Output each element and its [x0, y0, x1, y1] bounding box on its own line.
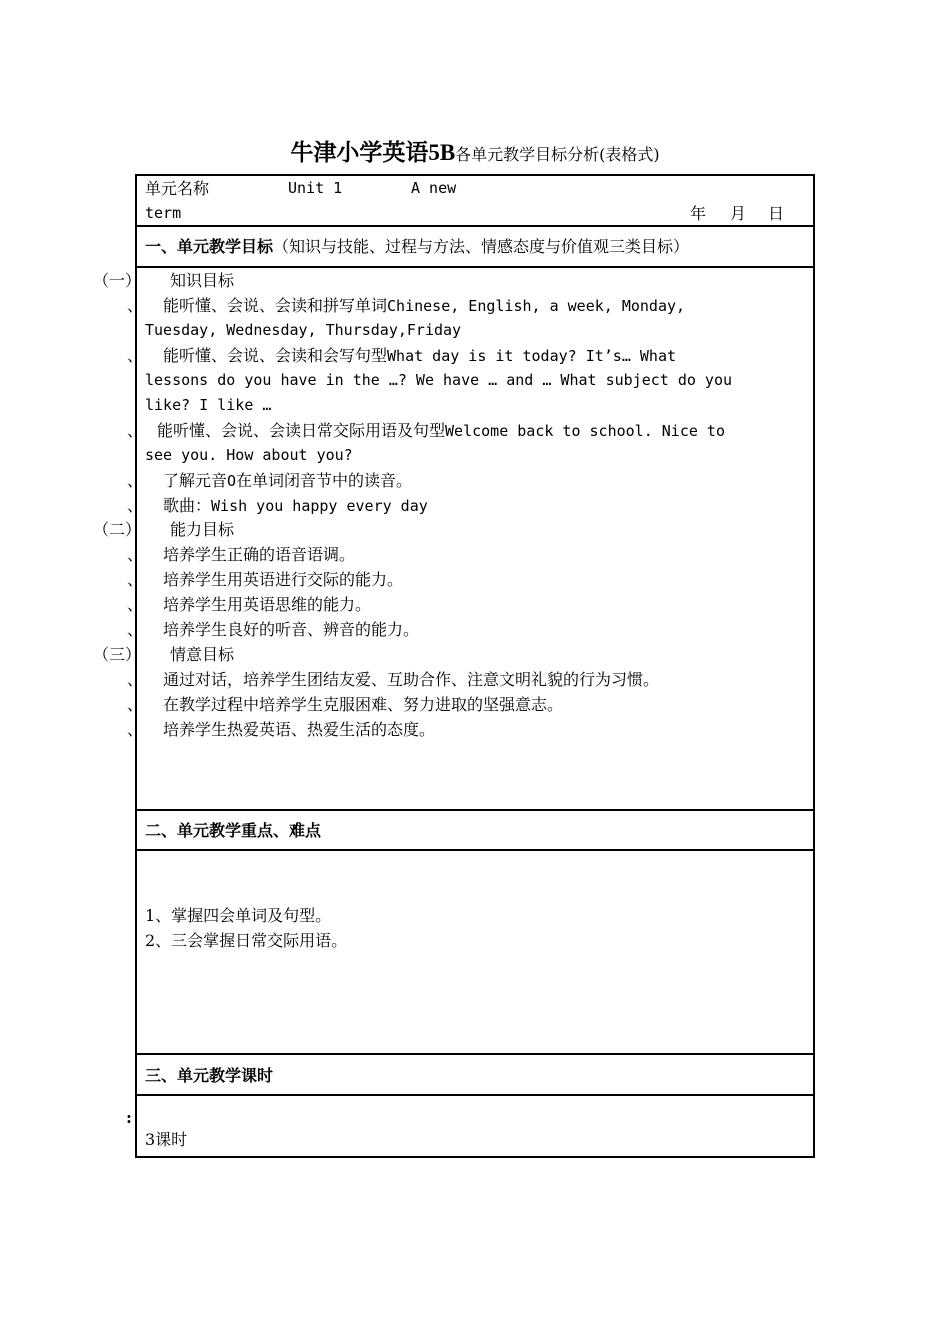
- list-bullet: 、: [127, 471, 144, 490]
- row-divider: [135, 809, 815, 811]
- list-bullet: 、: [127, 545, 144, 564]
- unit-number: Unit 1: [288, 179, 343, 197]
- section1-heading-rest: （知识与技能、过程与方法、情感态度与价值观三类目标）: [273, 237, 690, 256]
- knowledge-marker: （一）: [93, 271, 142, 290]
- title-main: 牛津小学英语5B: [290, 140, 456, 165]
- list-item: 培养学生良好的听音、辨音的能力。: [163, 620, 420, 639]
- list-bullet: 、: [127, 421, 144, 440]
- row-divider: [135, 1053, 815, 1055]
- knowledge-title: 知识目标: [170, 271, 235, 290]
- row-divider: [135, 225, 815, 227]
- emotion-marker: （三）: [93, 645, 142, 664]
- list-bullet: 、: [127, 296, 144, 315]
- list-item: 能听懂、会说、会读日常交际用语及句型Welcome back to school. Nice to: [157, 421, 725, 440]
- list-item-continued: see you. How about you?: [145, 446, 353, 464]
- section3-marker: :: [126, 1108, 132, 1127]
- row-divider: [135, 266, 815, 268]
- date-month: 月: [730, 204, 747, 223]
- emotion-title: 情意目标: [170, 645, 235, 664]
- list-item-continued: lessons do you have in the …? We have … and … What subject do you: [145, 371, 732, 389]
- list-item: 2、三会掌握日常交际用语。: [145, 931, 348, 950]
- section1-heading-bold: 一、单元教学目标: [145, 237, 274, 256]
- ability-title: 能力目标: [170, 520, 235, 539]
- list-item-continued: like? I like …: [145, 396, 272, 414]
- list-item: 能听懂、会说、会读和会写句型What day is it today? It’s… What: [163, 346, 676, 365]
- list-item: 培养学生用英语进行交际的能力。: [163, 570, 404, 589]
- unit-title-part2: term: [145, 204, 182, 222]
- page-title: [0, 134, 950, 167]
- row-divider: [135, 1094, 815, 1096]
- list-item: 通过对话，培养学生团结友爱、互助合作、注意文明礼貌的行为习惯。: [163, 670, 660, 689]
- date-day: 日: [768, 204, 785, 223]
- date-year: 年: [690, 204, 707, 223]
- list-bullet: 、: [127, 595, 144, 614]
- list-item: 1、掌握四会单词及句型。: [145, 906, 332, 925]
- title-sub: 各单元教学目标分析(表格式): [455, 145, 660, 164]
- list-item: 培养学生正确的语音语调。: [163, 545, 356, 564]
- list-bullet: 、: [127, 720, 144, 739]
- list-item-continued: Tuesday, Wednesday, Thursday,Friday: [145, 321, 462, 339]
- list-item: 培养学生热爱英语、热爱生活的态度。: [163, 720, 436, 739]
- list-item: 了解元音O在单词闭音节中的读音。: [163, 471, 413, 490]
- list-bullet: 、: [127, 695, 144, 714]
- unit-name-label: 单元名称: [145, 179, 210, 198]
- section3-heading: 三、单元教学课时: [145, 1066, 274, 1085]
- ability-marker: （二）: [93, 520, 142, 539]
- list-item: 培养学生用英语思维的能力。: [163, 595, 372, 614]
- list-bullet: 、: [127, 496, 144, 515]
- list-item: 歌曲：Wish you happy every day: [163, 496, 428, 515]
- lesson-count: 3课时: [145, 1130, 188, 1149]
- list-bullet: 、: [127, 570, 144, 589]
- section1-heading: [145, 234, 689, 259]
- list-item: 能听懂、会说、会读和拼写单词Chinese, English, a week, Monday,: [163, 296, 686, 315]
- list-bullet: 、: [127, 670, 144, 689]
- row-divider: [135, 849, 815, 851]
- list-bullet: 、: [127, 620, 144, 639]
- unit-title-part1: A new: [411, 179, 457, 197]
- list-bullet: 、: [127, 346, 144, 365]
- section2-heading: 二、单元教学重点、难点: [145, 821, 322, 840]
- list-item: 在教学过程中培养学生克服困难、努力进取的坚强意志。: [163, 695, 564, 714]
